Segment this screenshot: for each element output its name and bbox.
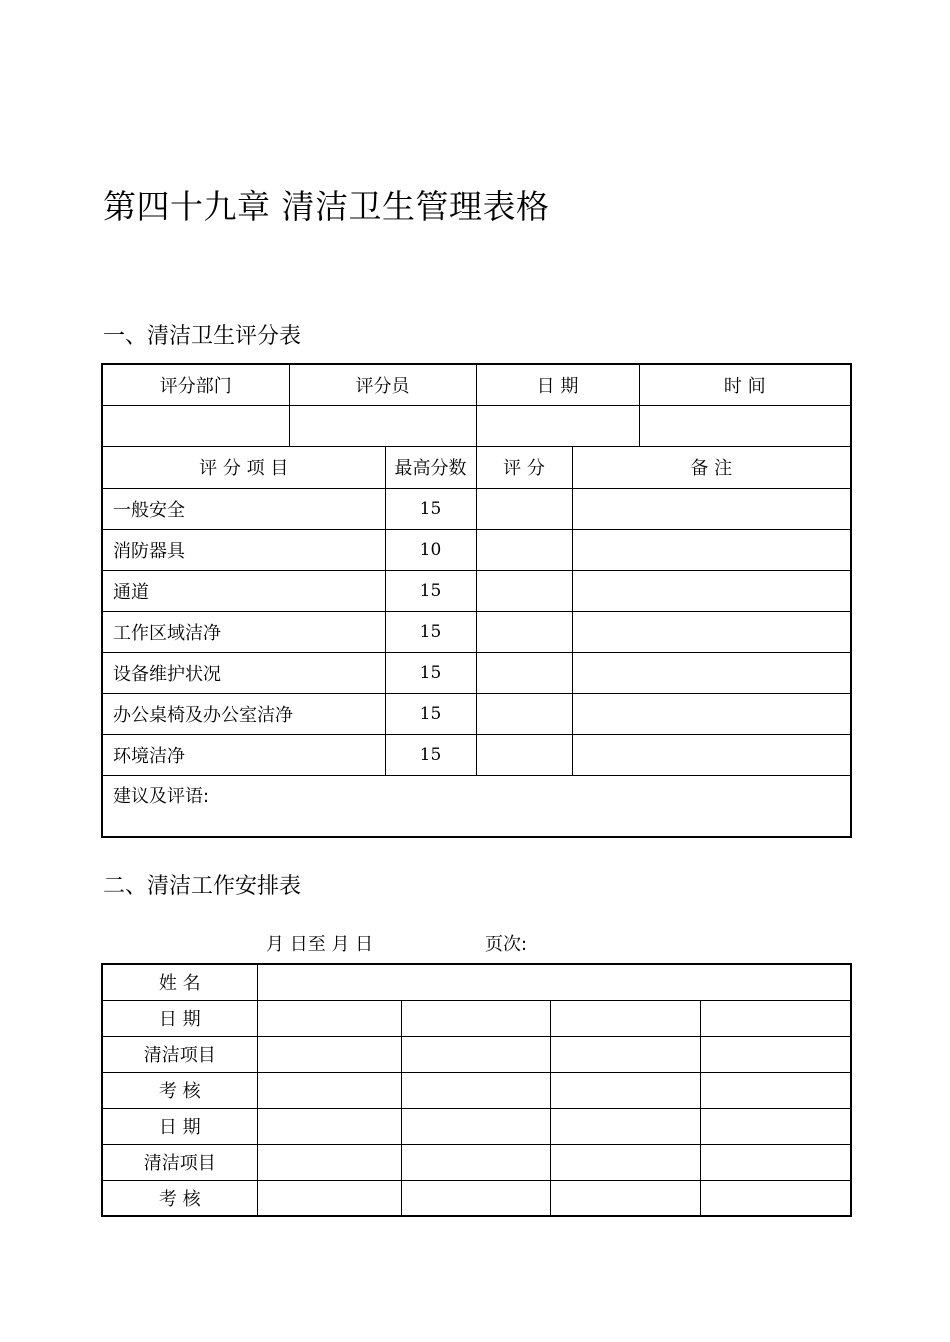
entry-cell[interactable] xyxy=(700,1000,851,1036)
score-cell[interactable] xyxy=(476,652,572,693)
notes-cell[interactable] xyxy=(572,570,851,611)
score-cell[interactable] xyxy=(476,488,572,529)
entry-cell[interactable] xyxy=(550,1072,700,1108)
col-header-max-score: 最高分数 xyxy=(385,446,476,488)
row-label-assessment: 考 核 xyxy=(102,1180,257,1216)
table-row xyxy=(102,488,851,529)
grader-cell[interactable] xyxy=(289,405,476,446)
item-name: 消防器具 xyxy=(102,529,385,570)
column-header-row xyxy=(102,446,851,488)
entry-cell[interactable] xyxy=(550,1144,700,1180)
entry-cell[interactable] xyxy=(700,1036,851,1072)
row-label-name: 姓 名 xyxy=(102,964,257,1000)
entry-cell[interactable] xyxy=(401,1108,550,1144)
table-row xyxy=(102,611,851,652)
score-cell[interactable] xyxy=(476,611,572,652)
time-cell[interactable] xyxy=(639,405,851,446)
item-max-score: 15 xyxy=(385,652,476,693)
notes-cell[interactable] xyxy=(572,611,851,652)
entry-cell[interactable] xyxy=(550,1108,700,1144)
department-cell[interactable] xyxy=(102,405,289,446)
entry-cell[interactable] xyxy=(257,1180,401,1216)
entry-cell[interactable] xyxy=(700,1180,851,1216)
entry-cell[interactable] xyxy=(401,1072,550,1108)
header-grader: 评分员 xyxy=(289,364,476,405)
table-row xyxy=(102,964,851,1000)
col-header-notes: 备 注 xyxy=(572,446,851,488)
row-label-assessment: 考 核 xyxy=(102,1072,257,1108)
comments-cell[interactable] xyxy=(102,775,851,837)
table-row xyxy=(102,529,851,570)
row-label-cleaning-item: 清洁项目 xyxy=(102,1036,257,1072)
table-row xyxy=(102,1144,851,1180)
score-cell[interactable] xyxy=(476,570,572,611)
entry-cell[interactable] xyxy=(700,1108,851,1144)
scoring-table xyxy=(101,363,852,838)
item-name: 工作区域洁净 xyxy=(102,611,385,652)
table-row xyxy=(102,1072,851,1108)
entry-cell[interactable] xyxy=(700,1144,851,1180)
section-title-schedule: 二、清洁工作安排表 xyxy=(103,874,302,899)
entry-cell[interactable] xyxy=(401,1180,550,1216)
item-max-score: 15 xyxy=(385,693,476,734)
notes-cell[interactable] xyxy=(572,693,851,734)
row-label-cleaning-item: 清洁项目 xyxy=(102,1144,257,1180)
entry-cell[interactable] xyxy=(401,1144,550,1180)
item-max-score: 15 xyxy=(385,488,476,529)
entry-cell[interactable] xyxy=(700,1072,851,1108)
score-cell[interactable] xyxy=(476,734,572,775)
table-row xyxy=(102,1036,851,1072)
item-name: 通道 xyxy=(102,570,385,611)
date-range-label: 月 日至 月 日 xyxy=(266,934,374,955)
entry-cell[interactable] xyxy=(257,1072,401,1108)
table-row xyxy=(102,693,851,734)
header-date: 日 期 xyxy=(476,364,639,405)
item-name: 环境洁净 xyxy=(102,734,385,775)
row-label-date: 日 期 xyxy=(102,1108,257,1144)
item-name: 设备维护状况 xyxy=(102,652,385,693)
date-cell[interactable] xyxy=(476,405,639,446)
item-max-score: 15 xyxy=(385,570,476,611)
notes-cell[interactable] xyxy=(572,734,851,775)
header-info-row xyxy=(102,364,851,405)
header-time: 时 间 xyxy=(639,364,851,405)
table-row xyxy=(102,1000,851,1036)
table-row xyxy=(102,734,851,775)
name-entry-cell[interactable] xyxy=(257,964,851,1000)
item-name: 一般安全 xyxy=(102,488,385,529)
table-row xyxy=(102,652,851,693)
item-max-score: 15 xyxy=(385,611,476,652)
header-department: 评分部门 xyxy=(102,364,289,405)
entry-cell[interactable] xyxy=(401,1000,550,1036)
item-max-score: 10 xyxy=(385,529,476,570)
score-cell[interactable] xyxy=(476,529,572,570)
comments-row xyxy=(102,775,851,837)
table-row xyxy=(102,1108,851,1144)
col-header-item: 评 分 项 目 xyxy=(102,446,385,488)
comments-label: 建议及评语: xyxy=(113,785,210,807)
page-title: 第四十九章 清洁卫生管理表格 xyxy=(103,187,550,226)
notes-cell[interactable] xyxy=(572,488,851,529)
item-max-score: 15 xyxy=(385,734,476,775)
entry-cell[interactable] xyxy=(257,1036,401,1072)
score-cell[interactable] xyxy=(476,693,572,734)
row-label-date: 日 期 xyxy=(102,1000,257,1036)
entry-cell[interactable] xyxy=(550,1036,700,1072)
notes-cell[interactable] xyxy=(572,529,851,570)
entry-cell[interactable] xyxy=(257,1108,401,1144)
col-header-score: 评 分 xyxy=(476,446,572,488)
item-name: 办公桌椅及办公室洁净 xyxy=(102,693,385,734)
entry-cell[interactable] xyxy=(257,1144,401,1180)
entry-cell[interactable] xyxy=(401,1036,550,1072)
page-number-label: 页次: xyxy=(485,934,528,955)
entry-cell[interactable] xyxy=(550,1000,700,1036)
entry-cell[interactable] xyxy=(550,1180,700,1216)
table-row xyxy=(102,570,851,611)
schedule-table xyxy=(101,963,852,1217)
info-entry-row xyxy=(102,405,851,446)
section-title-scoring: 一、清洁卫生评分表 xyxy=(103,324,302,349)
table-row xyxy=(102,1180,851,1216)
notes-cell[interactable] xyxy=(572,652,851,693)
entry-cell[interactable] xyxy=(257,1000,401,1036)
